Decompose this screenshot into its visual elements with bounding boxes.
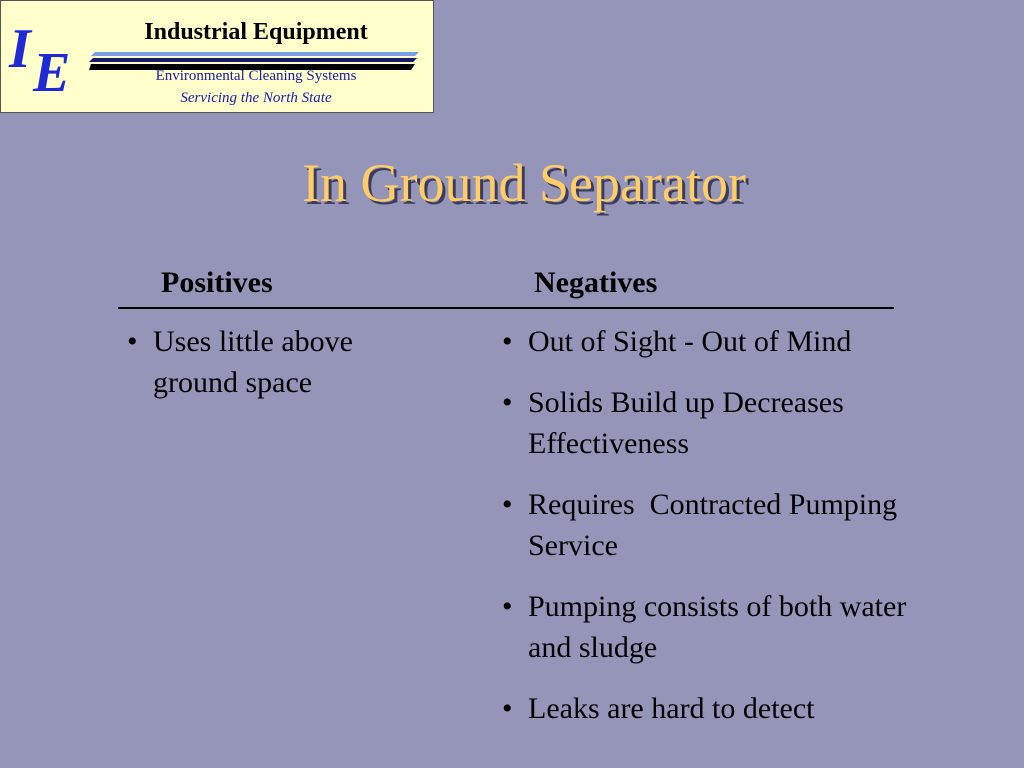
list-item: • Out of Sight - Out of Mind xyxy=(502,321,922,362)
header-divider xyxy=(118,307,894,309)
negatives-list xyxy=(502,321,922,749)
positives-header: Positives xyxy=(161,266,273,299)
positives-list xyxy=(127,321,427,423)
logo-letter-i: I xyxy=(9,18,31,80)
list-item: • Uses little above ground space xyxy=(127,321,427,403)
list-item: • Leaks are hard to detect xyxy=(502,688,922,729)
company-tagline: Environmental Cleaning Systems xyxy=(155,68,357,84)
logo-letter-e: E xyxy=(33,42,71,104)
negatives-header: Negatives xyxy=(534,266,658,299)
list-item: • Solids Build up Decreases Effectiveness xyxy=(502,382,922,464)
company-logo-box xyxy=(0,0,434,113)
slide-title: In Ground Separator xyxy=(302,153,746,213)
company-name: Industrial Equipment xyxy=(144,19,368,45)
company-subtagline: Servicing the North State xyxy=(180,90,332,106)
list-item: • Pumping consists of both water and sludge xyxy=(502,586,922,668)
list-item: • Requires Contracted Pumping Service xyxy=(502,484,922,566)
